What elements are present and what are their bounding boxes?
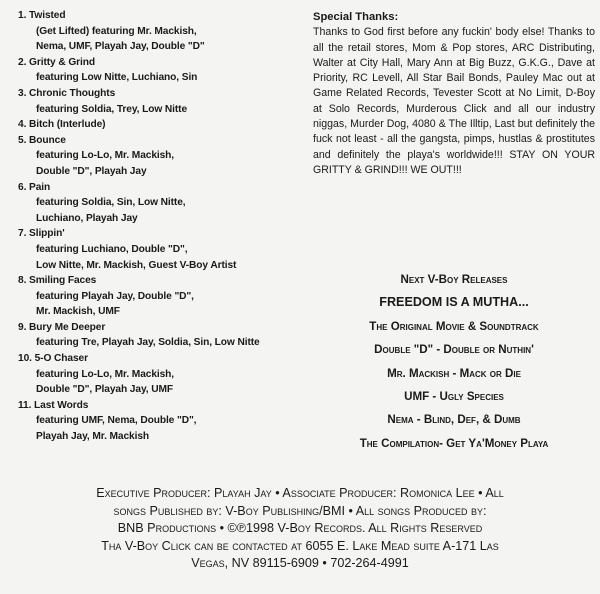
track-line: 6. Pain	[18, 181, 51, 193]
releases-heading: Next V-Boy Releases	[400, 273, 508, 286]
credits	[10, 485, 590, 573]
track-line: 7. Slippin'	[18, 228, 65, 240]
track-line: featuring Soldia, Trey, Low Nitte	[36, 103, 188, 115]
track-line: Low Nitte, Mr. Mackish, Guest V-Boy Artist	[36, 259, 237, 271]
upcoming-releases	[313, 268, 595, 455]
track-line: 4. Bitch (Interlude)	[18, 119, 106, 131]
track-line: featuring Lo-Lo, Mr. Mackish,	[36, 368, 175, 380]
track-line: 11. Last Words	[18, 399, 89, 411]
track-line: 1. Twisted	[18, 10, 66, 21]
credits-line: songs Published by: V-Boy Publishing/BMI • All songs Produced by:	[113, 503, 487, 518]
track-line: 2. Gritty & Grind	[18, 56, 95, 68]
credits-line: Executive Producer: Playah Jay • Associate Producer: Romonica Lee • All	[96, 486, 504, 500]
track-line: featuring Luchiano, Double "D",	[36, 243, 188, 255]
credits-line: Tha V-Boy Click can be contacted at 6055 E. Lake Mead suite A-171 Las	[101, 538, 499, 553]
track-line: featuring Tre, Playah Jay, Soldia, Sin, Low Nitte	[36, 337, 260, 349]
track-line: featuring Soldia, Sin, Low Nitte,	[36, 197, 186, 209]
track-line: (Get Lifted) featuring Mr. Mackish,	[36, 25, 197, 37]
track-line: Luchiano, Playah Jay	[36, 212, 138, 224]
track-line: Double "D", Playah Jay	[36, 165, 147, 177]
track-line: featuring Lo-Lo, Mr. Mackish,	[36, 150, 175, 162]
track-line: 5. Bounce	[18, 134, 66, 146]
release-item: FREEDOM IS A MUTHA...	[379, 295, 529, 310]
release-item: Double "D" - Double or Nuthin'	[374, 343, 534, 357]
track-line: Double "D", Playah Jay, UMF	[36, 384, 173, 396]
track-line: featuring Low Nitte, Luchiano, Sin	[36, 72, 198, 84]
track-line: featuring UMF, Nema, Double "D",	[36, 415, 197, 427]
release-item: Nema - Blind, Def, & Dumb	[387, 413, 521, 427]
track-line: Nema, UMF, Playah Jay, Double "D"	[36, 41, 205, 53]
track-line: Playah Jay, Mr. Mackish	[36, 431, 150, 443]
track-line: 9. Bury Me Deeper	[18, 321, 106, 333]
tracklist	[18, 8, 303, 445]
special-thanks-title: Special Thanks:	[313, 11, 399, 23]
release-item: Mr. Mackish - Mack or Die	[387, 366, 521, 380]
track-line: 10. 5-O Chaser	[18, 353, 88, 365]
special-thanks-body: Thanks to God first before any fuckin' body else! Thanks to all the retail stores, Mom & Pop stores, ARC Distributing, Walter at City Hall, Mary Ann at Big Buzz, G.K.G., Dave at Priority, RC Levell, All Star Bail Bonds, Pauley Mac out at Game Related Records, Tevester Scott at No Limit, D-Boy at Solo Records, Murderous Click and all our industry niggas, Murder Dog, 4080 & The Illtip, Last but definitely the fuck not least - all the gangsta, pimps, hustlas & prostitutes and definitely the playa's worldwide!!! STAY ON YOUR GRITTY & GRIND!!! WE OUT!!!	[313, 26, 595, 176]
release-item: UMF - Ugly Species	[404, 390, 504, 404]
release-item: The Original Movie & Soundtrack	[369, 319, 539, 333]
special-thanks	[313, 10, 595, 178]
track-line: Mr. Mackish, UMF	[36, 306, 120, 318]
track-line: 3. Chronic Thoughts	[18, 87, 116, 99]
credits-line: Vegas, NV 89115-6909 • 702-264-4991	[191, 556, 409, 571]
track-line: featuring Playah Jay, Double "D",	[36, 290, 194, 302]
credits-line: BNB Productions • ©℗1998 V-Boy Records. All Rights Reserved	[117, 521, 483, 536]
track-line: 8. Smiling Faces	[18, 275, 97, 287]
release-item: The Compilation- Get Ya'Money Playa	[359, 436, 549, 450]
